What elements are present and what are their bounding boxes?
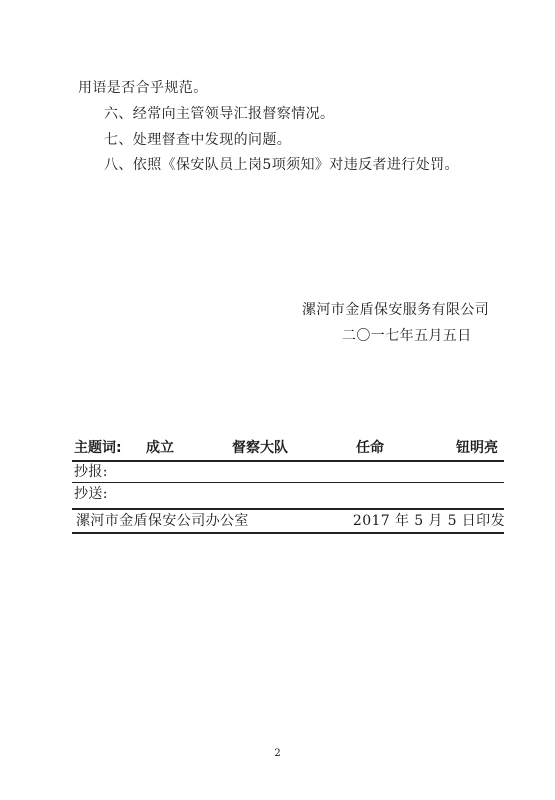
footer-office: 漯河市金盾保安公司办公室	[76, 513, 249, 529]
signature-date: 二〇一七年五月五日	[342, 328, 472, 344]
topic-word-3: 任命	[356, 440, 384, 456]
footer-issue-date: 2017 年 5 月 5 日印发	[352, 513, 505, 529]
cc-report-divider	[72, 482, 504, 483]
signature-company: 漯河市金盾保安服务有限公司	[302, 302, 490, 318]
body-line-2: 六、经常向主管领导汇报督察情况。	[104, 106, 335, 122]
page-number: 2	[274, 748, 281, 759]
topic-underline	[72, 460, 504, 462]
cc-send-divider	[72, 508, 504, 510]
footer-bottom-rule	[72, 532, 504, 534]
cc-report-label: 抄报:	[74, 464, 108, 480]
topic-word-2: 督察大队	[232, 440, 288, 456]
topic-words-row	[74, 437, 504, 459]
topic-word-1: 成立	[146, 440, 174, 456]
body-line-1: 用语是否合乎规范。	[78, 80, 208, 96]
body-line-3: 七、处理督查中发现的问题。	[104, 132, 292, 148]
topic-word-4: 钮明亮	[456, 440, 498, 456]
topic-words-label: 主题词:	[74, 440, 122, 456]
cc-send-label: 抄送:	[74, 486, 108, 502]
body-line-4: 八、依照《保安队员上岗5项须知》对违反者进行处罚。	[104, 157, 459, 173]
